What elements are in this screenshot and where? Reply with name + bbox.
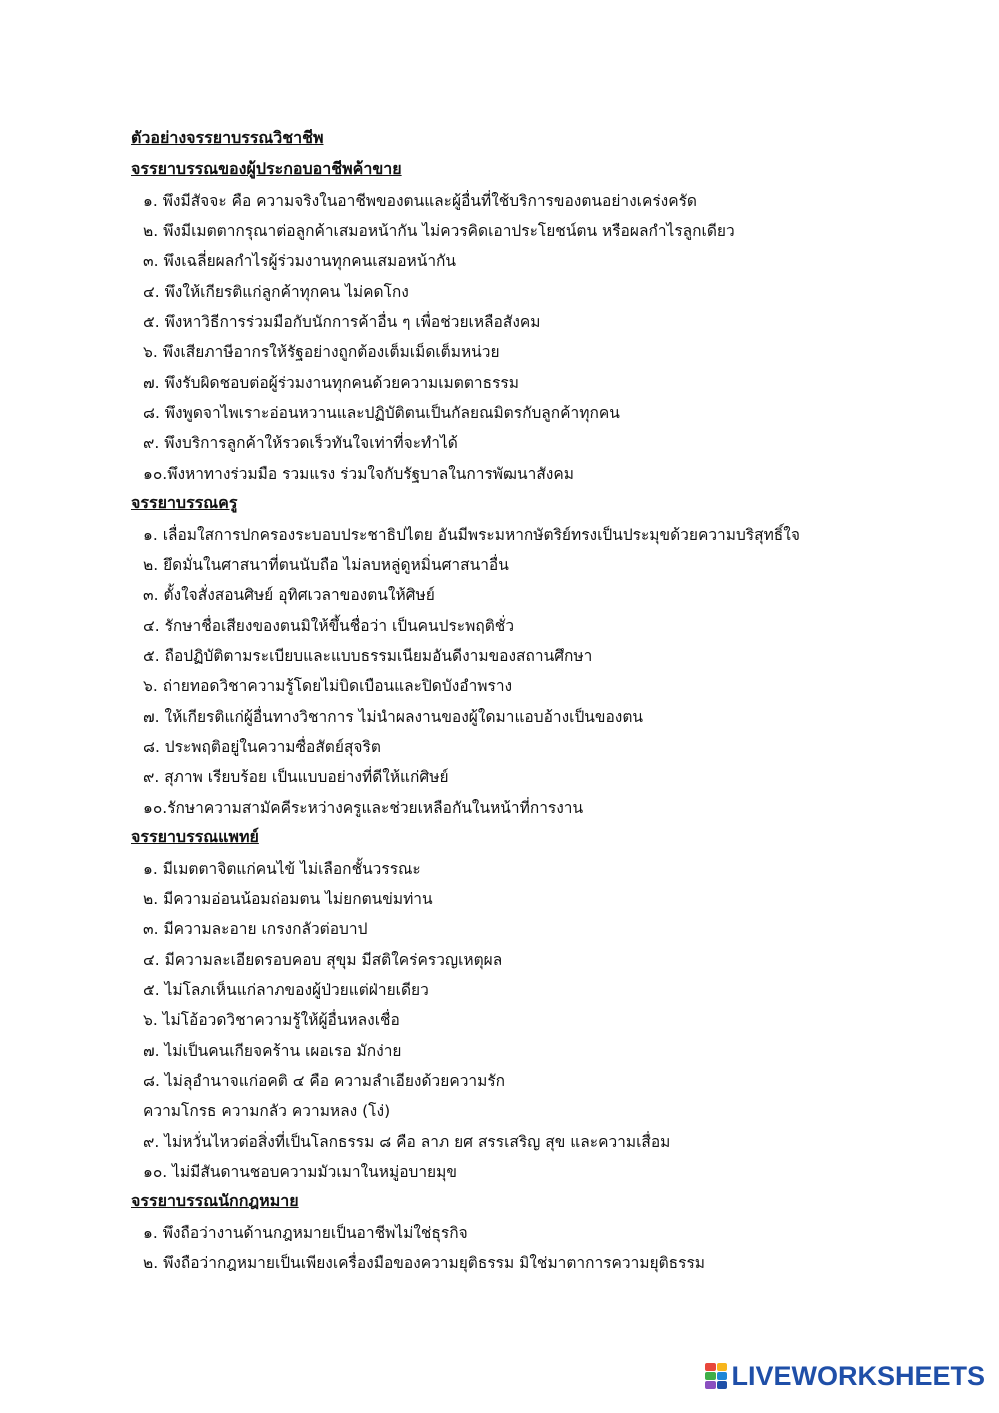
list-item: ๑. พึงถือว่างานด้านกฎหมายเป็นอาชีพไม่ใช่ธุรกิจ — [143, 1224, 468, 1242]
list-item: ๙. ไม่หวั่นไหวต่อสิ่งที่เป็นโลกธรรม ๘ คือ ลาภ ยศ สรรเสริญ สุข และความเสื่อม — [143, 1133, 671, 1151]
list-item: ๔. รักษาชื่อเสียงของตนมิให้ขึ้นชื่อว่า เป็นคนประพฤติชั่ว — [143, 617, 515, 635]
list-item: ๘. พึงพูดจาไพเราะอ่อนหวานและปฏิบัติตนเป็นกัลยณมิตรกับลูกค้าทุกคน — [143, 404, 620, 422]
list-item: ๔. พึงให้เกียรติแก่ลูกค้าทุกคน ไม่คดโกง — [143, 283, 409, 301]
list-item: ๙. พึงบริการลูกค้าให้รวดเร็วทันใจเท่าที่จะทำได้ — [143, 434, 458, 452]
list-item: ๖. ถ่ายทอดวิชาความรู้โดยไม่บิดเบือนและปิดบังอำพราง — [143, 677, 513, 695]
list-item: ๗. พึงรับผิดชอบต่อผู้ร่วมงานทุกคนด้วยความเมตตาธรรม — [143, 374, 519, 392]
list-item: ๑. พึงมีสัจจะ คือ ความจริงในอาชีพของตนและผู้อื่นที่ใช้บริการของตนอย่างเคร่งครัด — [143, 192, 697, 210]
list-item: ๑๐. ไม่มีสันดานชอบความมัวเมาในหมู่อบายมุข — [143, 1163, 457, 1181]
list-item: ๙. สุภาพ เรียบร้อย เป็นแบบอย่างที่ดีให้แก่ศิษย์ — [143, 768, 449, 786]
section-heading-teachers: จรรยาบรรณครู — [131, 493, 238, 512]
list-item: ๕. พึงหาวิธีการร่วมมือกับนักการค้าอื่น ๆ เพื่อช่วยเหลือสังคม — [143, 313, 541, 331]
list-item: ๒. มีความอ่อนน้อมถ่อมตน ไม่ยกตนข่มท่าน — [143, 890, 433, 908]
liveworksheets-logo-icon — [705, 1363, 727, 1389]
document-title: ตัวอย่างจรรยาบรรณวิชาชีพ — [131, 128, 324, 147]
list-item: ๒. พึงมีเมตตากรุณาต่อลูกค้าเสมอหน้ากัน ไม่ควรคิดเอาประโยชน์ตน หรือผลกำไรลูกเดียว — [143, 222, 735, 240]
list-item: ๑. เลื่อมใสการปกครองระบอบประชาธิปไตย อันมีพระมหากษัตริย์ทรงเป็นประมุขด้วยความบริสุทธิ์ใจ — [143, 526, 800, 544]
list-item-continuation: ความโกรธ ความกลัว ความหลง (โง่) — [143, 1102, 391, 1120]
list-item: ๘. ประพฤติอยู่ในความซื่อสัตย์สุจริต — [143, 738, 381, 756]
list-item: ๑๐.รักษาความสามัคคีระหว่างครูและช่วยเหลือกันในหน้าที่การงาน — [143, 799, 584, 817]
list-item: ๑. มีเมตตาจิตแก่คนไข้ ไม่เลือกชั้นวรรณะ — [143, 860, 421, 878]
section-heading-traders: จรรยาบรรณของผู้ประกอบอาชีพค้าขาย — [131, 159, 402, 178]
list-item: ๓. ตั้งใจสั่งสอนศิษย์ อุทิศเวลาของตนให้ศิษย์ — [143, 586, 435, 604]
list-item: ๒. ยึดมั่นในศาสนาที่ตนนับถือ ไม่ลบหลู่ดูหมิ่นศาสนาอื่น — [143, 556, 509, 574]
list-item: ๘. ไม่ลุอำนาจแก่อคติ ๔ คือ ความลำเอียงด้วยความรัก — [143, 1072, 506, 1090]
list-item: ๔. มีความละเอียดรอบคอบ สุขุม มีสติใคร่ครวญเหตุผล — [143, 951, 503, 969]
list-item: ๓. มีความละอาย เกรงกลัวต่อบาป — [143, 920, 368, 938]
list-item: ๒. พึงถือว่ากฎหมายเป็นเพียงเครื่องมือของความยุติธรรม มิใช่มาตาการความยุติธรรม — [143, 1254, 706, 1272]
liveworksheets-logo — [705, 1359, 985, 1393]
list-item: ๖. ไม่โอ้อวดวิชาความรู้ให้ผู้อื่นหลงเชื่อ — [143, 1011, 400, 1029]
list-item: ๕. ถือปฏิบัติตามระเบียบและแบบธรรมเนียมอันดีงามของสถานศึกษา — [143, 647, 593, 665]
list-item: ๗. ไม่เป็นคนเกียจคร้าน เผอเรอ มักง่าย — [143, 1042, 402, 1060]
list-item: ๓. พึงเฉลี่ยผลกำไรผู้ร่วมงานทุกคนเสมอหน้ากัน — [143, 252, 457, 270]
list-item: ๕. ไม่โลภเห็นแก่ลาภของผู้ป่วยแต่ฝ่ายเดียว — [143, 981, 429, 999]
section-heading-doctors: จรรยาบรรณแพทย์ — [131, 827, 259, 846]
list-item: ๑๐.พึงหาทางร่วมมือ รวมแรง ร่วมใจกับรัฐบาลในการพัฒนาสังคม — [143, 465, 574, 483]
list-item: ๗. ให้เกียรติแก่ผู้อื่นทางวิชาการ ไม่นำผลงานของผู้ใดมาแอบอ้างเป็นของตน — [143, 708, 644, 726]
section-heading-lawyers: จรรยาบรรณนักกฎหมาย — [131, 1191, 299, 1210]
brand-name: LIVEWORKSHEETS — [731, 1360, 985, 1391]
list-item: ๖. พึงเสียภาษีอากรให้รัฐอย่างถูกต้องเต็มเม็ดเต็มหน่วย — [143, 343, 500, 361]
